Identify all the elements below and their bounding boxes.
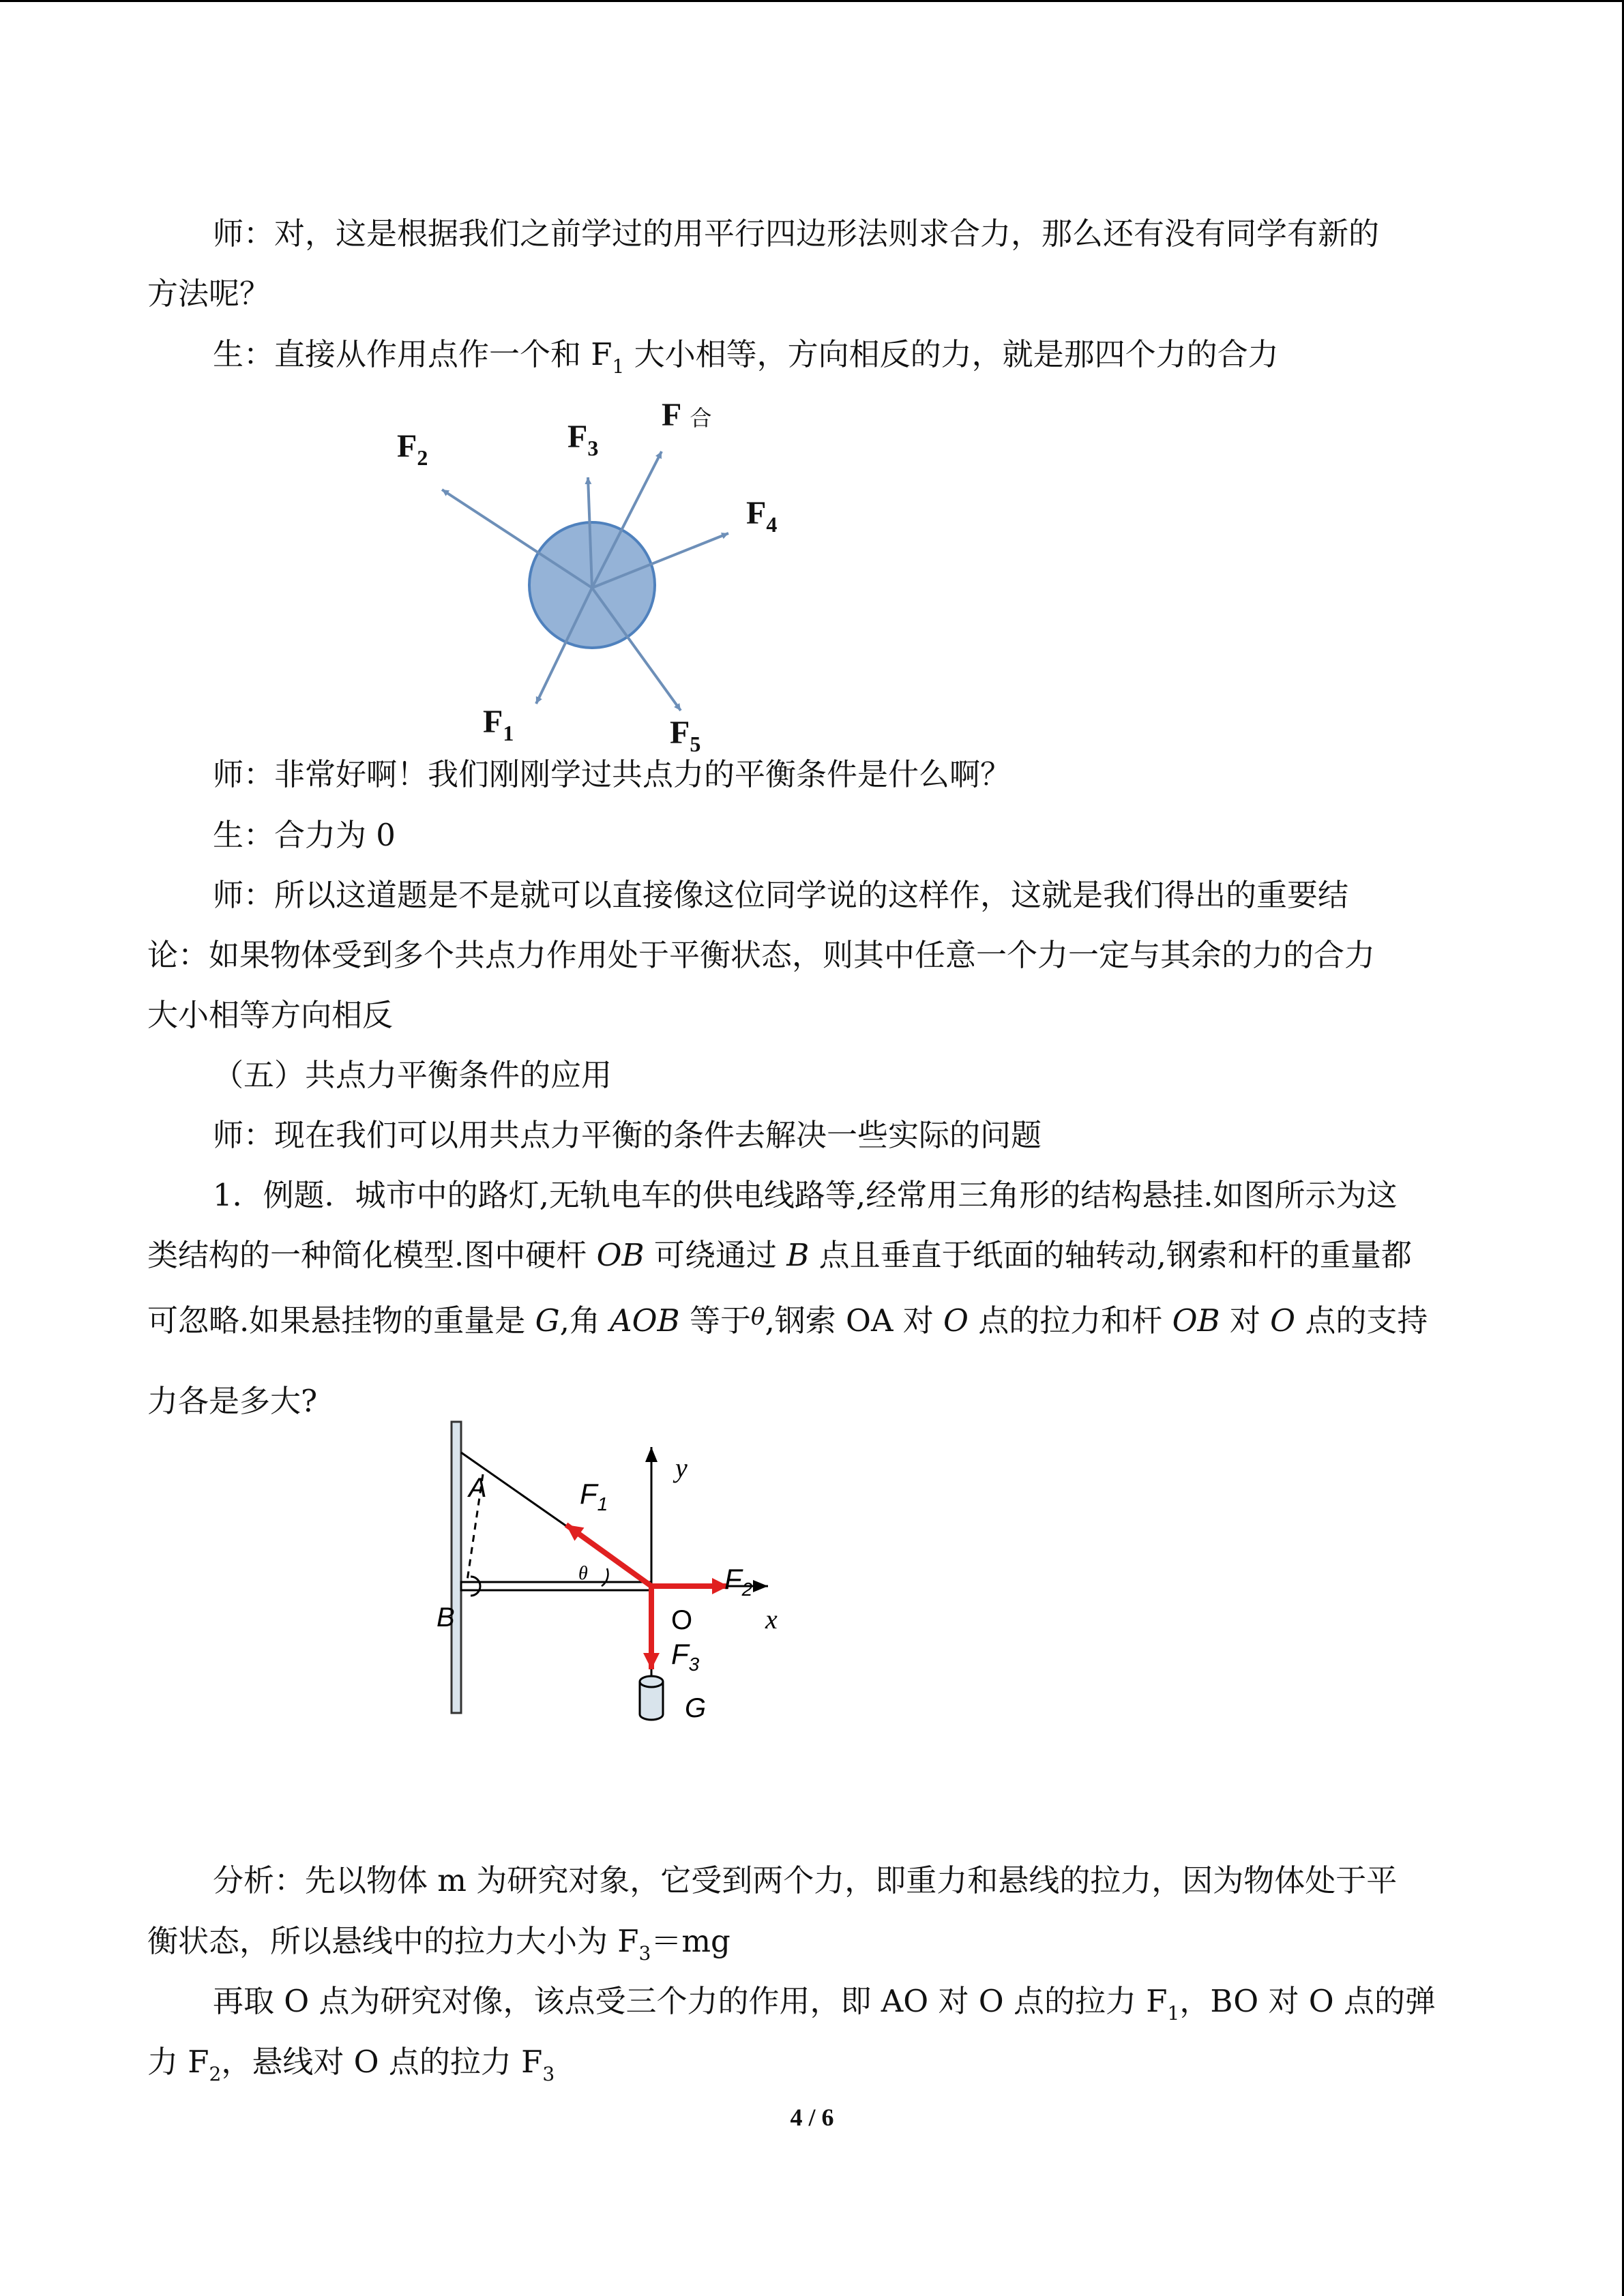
example-line-1: 1．例题．城市中的路灯,无轨电车的供电线路等,经常用三角形的结构悬挂.如图所示为这	[213, 1177, 1398, 1213]
label-f5: $F_5$	[670, 715, 701, 756]
paragraph-5-line-1: 师：所以这道题是不是就可以直接像这位同学说的这样作，这就是我们得出的重要结	[213, 877, 1349, 913]
paragraph-1-line-2: 方法呢？	[147, 275, 271, 312]
label-f3: $F_3$	[567, 419, 599, 460]
ex3-e: 点的拉力和杆	[968, 1302, 1172, 1339]
an4-sub1: 2	[209, 2063, 222, 2085]
ex2-c: 点且垂直于纸面的轴转动,钢索和杆的重量都	[809, 1237, 1412, 1273]
label-force-f1: $F_1$	[580, 1478, 608, 1515]
paragraph-7: 师：现在我们可以用共点力平衡的条件去解决一些实际的问题	[213, 1117, 1042, 1153]
analysis-line-2	[147, 1921, 730, 1966]
label-f4: $F_4$	[746, 495, 778, 537]
ex2-a: 类结构的一种简化模型.图中硬杆	[147, 1237, 597, 1273]
label-fhe: F合	[662, 397, 712, 433]
page-number: 4 / 6	[790, 2104, 834, 2131]
p2-sub: 1	[612, 355, 625, 378]
label-o: O	[671, 1605, 693, 1635]
p2-text-a: 生：直接从作用点作一个和 F	[213, 336, 612, 372]
p2-text-b: 大小相等，方向相反的力，就是那四个力的合力	[624, 336, 1279, 372]
ex2-b: 可绕通过	[644, 1237, 787, 1273]
an4-a: 力 F	[147, 2044, 209, 2080]
ex3-b: ,角	[559, 1302, 610, 1339]
an2-sub: 3	[638, 1942, 651, 1965]
label-force-f3: $F_3$	[671, 1638, 700, 1675]
ex3-ob: OB	[1172, 1302, 1220, 1339]
label-b: B	[437, 1602, 455, 1632]
label-f1: $F_1$	[483, 704, 514, 745]
rod-ob	[461, 1582, 651, 1590]
label-g: G	[685, 1693, 707, 1723]
analysis-line-1: 分析：先以物体 m 为研究对象，它受到两个力，即重力和悬线的拉力，因为物体处于平	[213, 1862, 1398, 1898]
ex3-d: ,钢索 OA 对	[765, 1302, 944, 1339]
label-f2: $F_2$	[397, 428, 428, 470]
an4-sub2: 3	[542, 2063, 555, 2085]
section-heading-5: （五）共点力平衡条件的应用	[213, 1057, 612, 1093]
ex3-f: 对	[1220, 1302, 1271, 1339]
an4-b: ，悬线对 O 点的拉力 F	[221, 2044, 543, 2080]
example-line-3	[147, 1300, 1428, 1344]
an2-a: 衡状态，所以悬线中的拉力大小为 F	[147, 1923, 639, 1959]
ex3-a: 可忽略.如果悬挂物的重量是	[147, 1302, 535, 1339]
paragraph-3: 师：非常好啊！我们刚刚学过共点力的平衡条件是什么啊？	[213, 756, 1012, 792]
an3-b: ，BO 对 O 点的弹	[1179, 1983, 1436, 2019]
wall	[452, 1422, 461, 1713]
label-x: x	[765, 1604, 778, 1635]
label-y: y	[675, 1452, 688, 1483]
paragraph-1-line-1: 师：对，这是根据我们之前学过的用平行四边形法则求合力，那么还有没有同学有新的	[213, 215, 1380, 252]
analysis-line-3	[213, 1981, 1436, 2026]
ex3-aob: AOB	[610, 1302, 680, 1339]
ex3-g2: 点的支持	[1295, 1302, 1428, 1339]
ex2-point-b: B	[786, 1237, 810, 1273]
label-theta: θ	[578, 1563, 588, 1584]
ex3-theta: θ	[750, 1303, 765, 1330]
example-line-4: 力各是多大?	[147, 1383, 318, 1419]
example-line-2	[147, 1235, 1412, 1276]
label-a: A	[469, 1473, 487, 1503]
an3-a: 再取 O 点为研究对像，该点受三个力的作用，即 AO 对 O 点的拉力 F	[213, 1983, 1168, 2019]
paragraph-5-line-2: 论：如果物体受到多个共点力作用处于平衡状态，则其中任意一个力一定与其余的力的合力	[147, 937, 1376, 973]
paragraph-4: 生：合力为 0	[213, 817, 396, 853]
paragraph-5-line-3: 大小相等方向相反	[147, 997, 394, 1033]
ex3-o1: O	[943, 1302, 969, 1339]
ex3-o2: O	[1270, 1302, 1296, 1339]
weight-top	[640, 1676, 663, 1687]
ex3-c: 等于	[679, 1302, 751, 1339]
structure-diagram	[437, 1422, 778, 1723]
an2-b: ＝mg	[651, 1923, 730, 1959]
ex3-g: G	[535, 1302, 560, 1339]
an3-sub: 1	[1167, 2002, 1180, 2025]
analysis-line-4	[147, 2042, 555, 2087]
ex2-ob: OB	[596, 1237, 645, 1273]
label-force-f2: $F_2$	[724, 1563, 753, 1600]
